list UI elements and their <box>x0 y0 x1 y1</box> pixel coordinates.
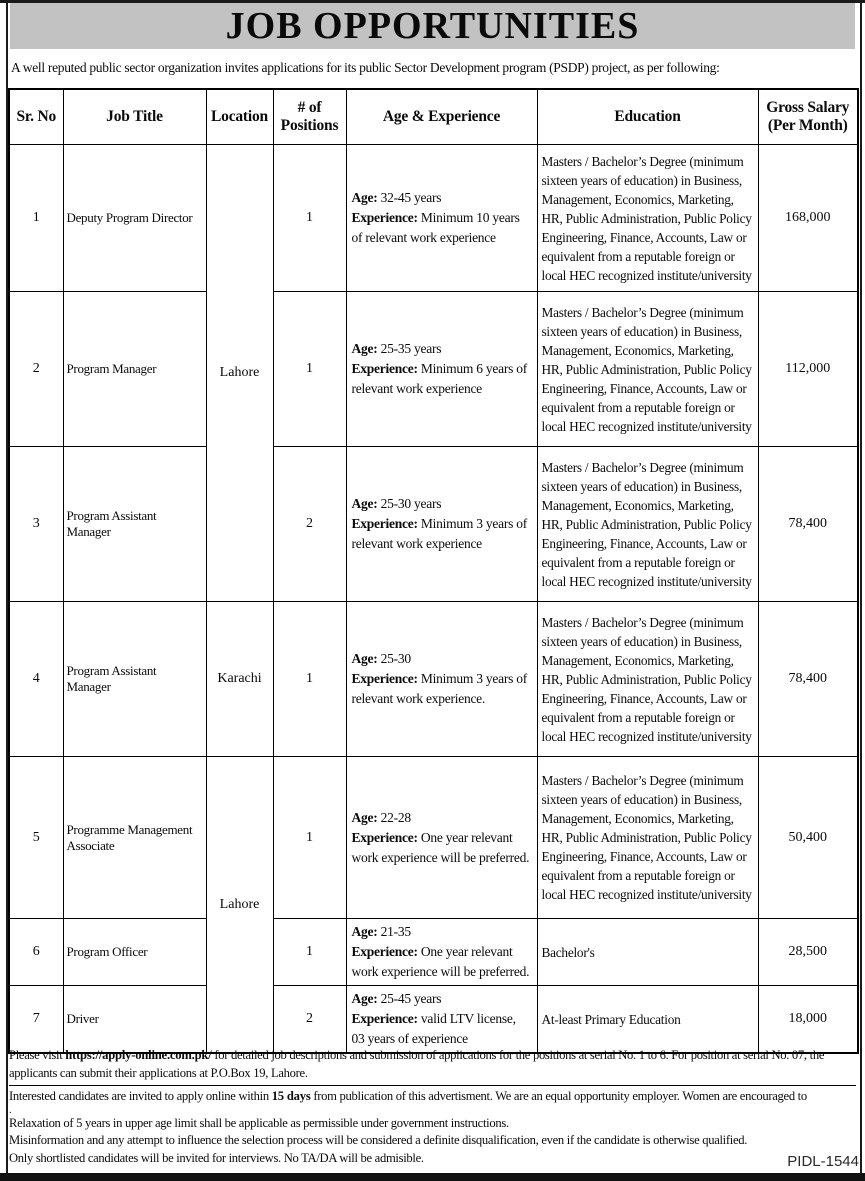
age-label: Age: <box>351 809 378 825</box>
salary-cell: 168,000 <box>758 145 858 292</box>
footer-notes <box>9 1047 856 1167</box>
age-label: Age: <box>351 496 378 511</box>
table-header-row <box>9 89 858 145</box>
footer-note-1-rest: for detailed job descriptions and submission of applications for the positions at serial No. 1 to 6. For position at serial No. 07, the applicants can submit their applications at P.O.Box 19, Lahore. <box>9 1048 825 1080</box>
page-border-bottom <box>0 1173 865 1181</box>
location-cell-lahore-bottom: Lahore <box>206 757 273 1054</box>
age-value: 32-45 years <box>380 190 442 205</box>
salary-cell: 18,000 <box>758 986 858 1054</box>
sr-no-cell: 4 <box>9 602 63 757</box>
salary-cell: 78,400 <box>758 447 858 602</box>
table-row <box>9 447 858 602</box>
footer-note-2-text: Interested candidates are invited to apply online within <box>9 1089 272 1103</box>
column-header-sr-no: Sr. No <box>9 89 63 145</box>
job-title-cell: Program Assistant Manager <box>63 602 206 757</box>
intro-text: A well reputed public sector organization invites applications for its public Sector Development program (PSDP) project, as per following: <box>11 60 720 75</box>
column-header-education: Education <box>537 89 758 145</box>
age-experience-cell <box>346 986 537 1054</box>
sr-no-cell: 3 <box>9 447 63 602</box>
education-cell: At-least Primary Education <box>537 986 758 1054</box>
age-label: Age: <box>351 651 378 666</box>
job-title-cell: Deputy Program Director <box>63 145 206 292</box>
page-border-right <box>860 0 862 1173</box>
column-header-job-title: Job Title <box>63 89 206 145</box>
positions-cell: 2 <box>273 986 346 1054</box>
age-value: 25-30 <box>380 651 411 666</box>
table-row <box>9 292 858 447</box>
apply-url-text: https://apply-online.com.pk/ <box>65 1048 212 1062</box>
job-title-cell: Program Manager <box>63 292 206 447</box>
experience-label: Experience: <box>351 944 418 959</box>
table-row <box>9 757 858 919</box>
column-header-positions: # of Positions <box>273 89 346 145</box>
sr-no-cell: 6 <box>9 919 63 986</box>
experience-label: Experience: <box>351 671 418 686</box>
positions-cell: 1 <box>273 919 346 986</box>
age-value: 21-35 <box>380 924 411 939</box>
experience-label: Experience: <box>351 210 418 225</box>
experience-value: Minimum 3 years of relevant work experience <box>351 516 527 551</box>
age-experience-cell <box>346 919 537 986</box>
positions-cell: 1 <box>273 602 346 757</box>
experience-value: One year relevant work experience will be preferred. <box>351 829 530 865</box>
age-label: Age: <box>351 190 378 205</box>
sr-no-cell: 7 <box>9 986 63 1054</box>
education-cell: Masters / Bachelor’s Degree (minimum sixteen years of education) in Business, Management, Economics, Marketing, HR, Public Administration, Public Policy Engineering, Finance, Accounts, Law or equivalent from a reputable foreign or local HEC recognized institute/university <box>537 145 758 292</box>
experience-value: Minimum 10 years of relevant work experience <box>351 210 520 245</box>
positions-cell: 2 <box>273 447 346 602</box>
education-cell: Masters / Bachelor’s Degree (minimum sixteen years of education) in Business, Management, Economics, Marketing, HR, Public Administration, Public Policy Engineering, Finance, Accounts, Law or equivalent from a reputable foreign or local HEC recognized institute/university <box>537 292 758 447</box>
experience-label: Experience: <box>351 516 418 531</box>
age-experience-cell <box>346 447 537 602</box>
experience-value: Minimum 6 years of relevant work experience <box>351 361 527 396</box>
experience-value: Minimum 3 years of relevant work experience. <box>351 671 527 706</box>
fifteen-days-text: 15 days <box>271 1089 311 1103</box>
age-value: 25-45 years <box>380 991 442 1006</box>
table-row <box>9 145 858 292</box>
experience-value: valid LTV license, 03 years of experience <box>351 1011 516 1046</box>
age-label: Age: <box>351 924 378 939</box>
sr-no-cell: 1 <box>9 145 63 292</box>
education-cell: Bachelor's <box>537 919 758 986</box>
age-experience-cell <box>346 602 537 757</box>
salary-cell: 50,400 <box>758 757 858 919</box>
experience-label: Experience: <box>351 1011 418 1026</box>
column-header-age-experience: Age & Experience <box>346 89 537 145</box>
table-row <box>9 919 858 986</box>
age-label: Age: <box>351 991 378 1006</box>
age-value: 25-35 years <box>380 341 442 356</box>
job-title-cell: Programme Management Associate <box>63 757 206 919</box>
education-cell: Masters / Bachelor’s Degree (minimum sixteen years of education) in Business, Management, Economics, Marketing, HR, Public Administration, Public Policy Engineering, Finance, Accounts, Law or equivalent from a reputable foreign or local HEC recognized institute/university <box>537 447 758 602</box>
page-title: JOB OPPORTUNITIES <box>225 5 640 47</box>
experience-label: Experience: <box>351 829 418 845</box>
salary-cell: 78,400 <box>758 602 858 757</box>
sr-no-cell: 5 <box>9 757 63 919</box>
experience-label: Experience: <box>351 361 418 376</box>
footer-note-apply-url <box>9 1047 856 1086</box>
column-header-gross-salary: Gross Salary (Per Month) <box>758 89 858 145</box>
age-label: Age: <box>351 341 378 356</box>
job-title-cell: Program Officer <box>63 919 206 986</box>
table-row <box>9 602 858 757</box>
pidl-code: PIDL-1544 <box>787 1153 859 1170</box>
title-band <box>10 3 855 49</box>
column-header-location: Location <box>206 89 273 145</box>
education-cell: Masters / Bachelor’s Degree (minimum sixteen years of education) in Business, Management, Economics, Marketing, HR, Public Administration, Public Policy Engineering, Finance, Accounts, Law or equivalent from a reputable foreign or local HEC recognized institute/university <box>537 602 758 757</box>
location-cell-lahore-top: Lahore <box>206 145 273 602</box>
footer-note-apply-online <box>9 1088 856 1106</box>
location-cell-karachi: Karachi <box>206 602 273 757</box>
table-row <box>9 986 858 1054</box>
sr-no-cell: 2 <box>9 292 63 447</box>
salary-cell: 112,000 <box>758 292 858 447</box>
jobs-table <box>8 88 859 1054</box>
age-value: 22-28 <box>380 809 411 825</box>
education-cell: Masters / Bachelor’s Degree (minimum sixteen years of education) in Business, Management, Economics, Marketing, HR, Public Administration, Public Policy Engineering, Finance, Accounts, Law or equivalent from a reputable foreign or local HEC recognized institute/university <box>537 757 758 919</box>
positions-cell: 1 <box>273 292 346 447</box>
footer-note-1-text: Please visit <box>9 1048 66 1062</box>
footer-note-2-rest: from publication of this advertisment. We are an equal opportunity employer. Women are encouraged to <box>310 1089 807 1103</box>
footer-note-age-relaxation: Relaxation of 5 years in upper age limit shall be applicable as permissible under government instructions. <box>9 1115 509 1130</box>
age-experience-cell <box>346 757 537 919</box>
positions-cell: 1 <box>273 757 346 919</box>
footer-note-shortlisted: Only shortlisted candidates will be invited for interviews. No TA/DA will be admisible. <box>9 1150 424 1165</box>
job-title-cell: Program Assistant Manager <box>63 447 206 602</box>
job-title-cell: Driver <box>63 986 206 1054</box>
age-experience-cell <box>346 145 537 292</box>
age-experience-cell <box>346 292 537 447</box>
experience-value: One year relevant work experience will be preferred. <box>351 944 530 979</box>
age-value: 25-30 years <box>380 496 442 511</box>
salary-cell: 28,500 <box>758 919 858 986</box>
footer-note-misinformation: Misinformation and any attempt to influence the selection process will be considered a definite disqualification, even if the candidate is otherwise qualified. <box>9 1133 748 1147</box>
positions-cell: 1 <box>273 145 346 292</box>
footer-note-fragment: . <box>9 1104 12 1116</box>
